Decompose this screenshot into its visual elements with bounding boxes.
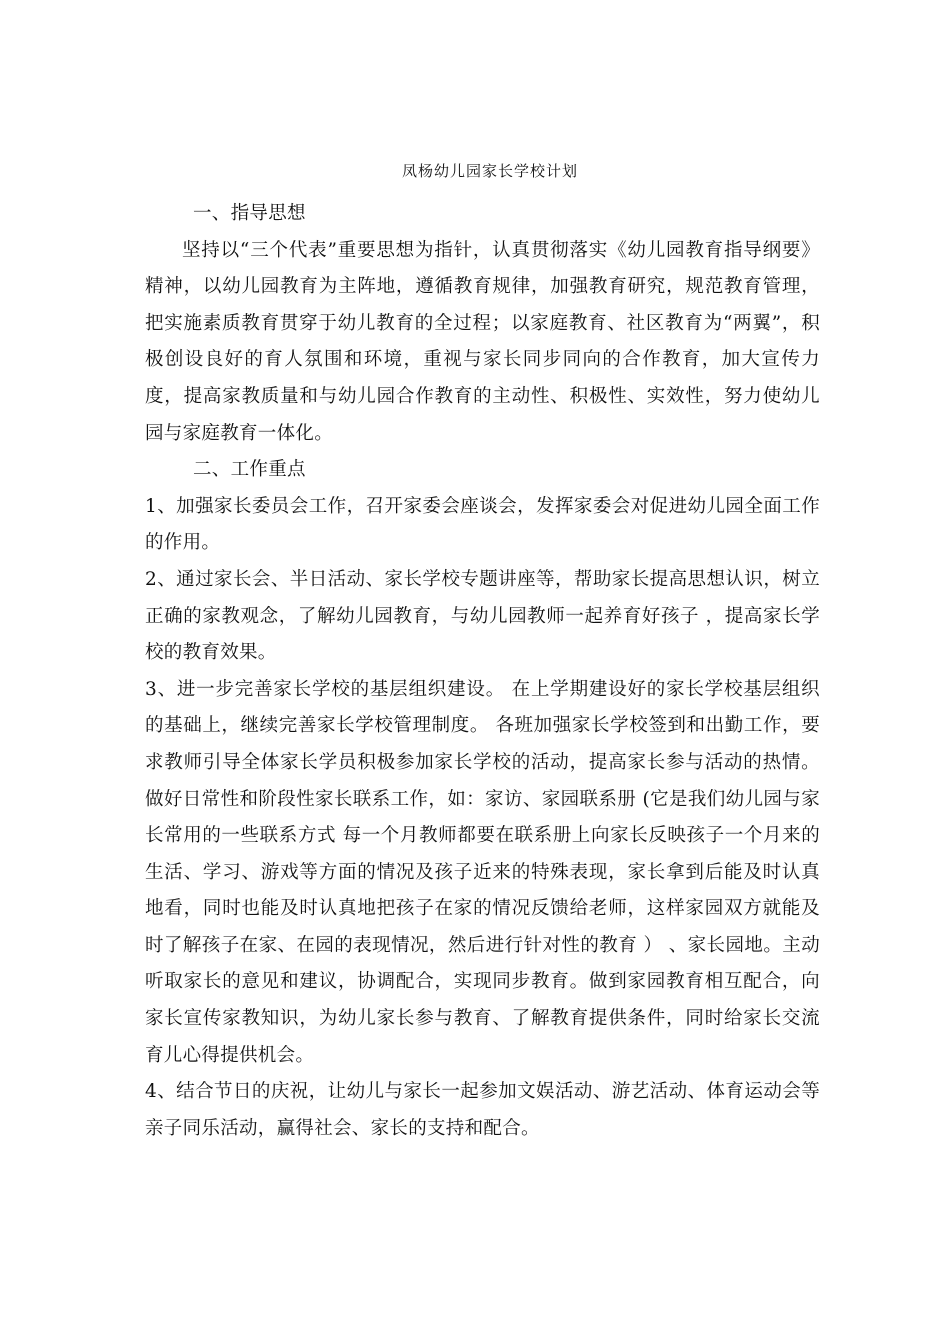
work-item-3: 3、进一步完善家长学校的基层组织建设。 在上学期建设好的家长学校基层组织的基础上，继续完善家长学校管理制度。 各班加强家长学校签到和出勤工作，要求教师引导全体家长学员积极参加家长学校的活动，提高家长参与活动的热情。做好日常性和阶段性家长联系工作，如：家访、家园联系册 (它是我们幼儿园与家长常用的一些联系方式 每一个月教师都要在联系册上向家长反映孩子一个月来的生活、学习、游戏等方面的情况及孩子近来的特殊表现，家长拿到后能及时认真地看，同时也能及时认真地把孩子在家的情况反馈给老师，这样家园双方就能及时了解孩子在家、在园的表现情况，然后进行针对性的教育 ） 、家长园地。主动听取家长的意见和建议，协调配合，实现同步教育。做到家园教育相互配合，向家长宣传家教知识，为幼儿家长参与教育、了解教育提供条件，同时给家长交流育儿心得提供机会。	[145, 678, 820, 1066]
guiding-ideology-paragraph: 坚持以“三个代表”重要思想为指针，认真贯彻落实《幼儿园教育指导纲要》精神，以幼儿园教育为主阵地，遵循教育规律，加强教育研究，规范教育管理，把实施素质教育贯穿于幼儿教育的全过程；以家庭教育、社区教育为“两翼”，积极创设良好的育人氛围和环境，重视与家长同步同向的合作教育，加大宣传力度，提高家教质量和与幼儿园合作教育的主动性、积极性、实效性，努力使幼儿园与家庭教育一体化。	[145, 239, 820, 444]
section-heading-guiding-ideology: 一、指导思想	[193, 203, 306, 224]
work-item-4: 4、结合节日的庆祝，让幼儿与家长一起参加文娱活动、游艺活动、体育运动会等亲子同乐活动，赢得社会、家长的支持和配合。	[145, 1081, 820, 1139]
work-item-1: 1、加强家长委员会工作，召开家委会座谈会，发挥家委会对促进幼儿园全面工作的作用。	[145, 495, 820, 554]
document-body	[145, 196, 820, 1147]
section-heading-work-focus: 二、工作重点	[193, 459, 306, 481]
document-title: 凤杨幼儿园家长学校计划	[401, 162, 578, 180]
work-item-2: 2、通过家长会、半日活动、家长学校专题讲座等，帮助家长提高思想认识，树立正确的家教观念，了解幼儿园教育，与幼儿园教师一起养育好孩子 ，提高家长学校的教育效果。	[145, 568, 820, 664]
